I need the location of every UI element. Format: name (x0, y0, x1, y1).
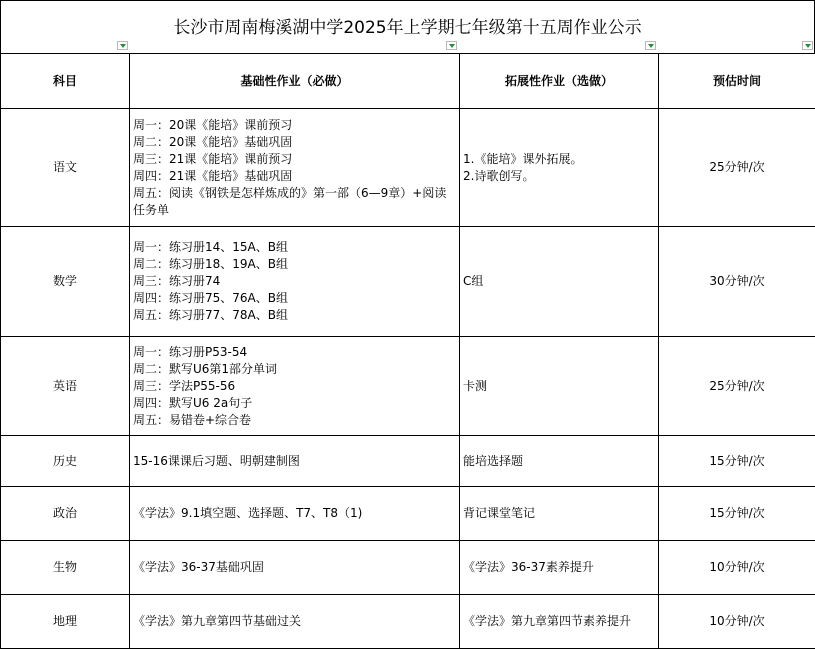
basic-homework-line: 周二：20课《能培》基础巩固 (133, 134, 457, 151)
basic-homework-cell (130, 487, 460, 541)
subject-cell: 英语 (1, 337, 130, 436)
basic-homework-line: 周二：默写U6第1部分单词 (133, 361, 457, 378)
extended-homework-line: 1.《能培》课外拓展。 (463, 151, 656, 168)
table-row (1, 337, 815, 436)
extended-homework-line: 2.诗歌创写。 (463, 168, 656, 185)
homework-table (0, 53, 815, 649)
extended-homework-cell (460, 541, 659, 595)
extended-homework-line: C组 (463, 273, 656, 290)
basic-homework-line: 周五：练习册77、78A、B组 (133, 307, 457, 324)
estimated-time-cell: 10分钟/次 (659, 595, 815, 649)
basic-homework-line: 15-16课课后习题、明朝建制图 (133, 453, 457, 470)
subject-cell: 地理 (1, 595, 130, 649)
header-time: 预估时间 (659, 54, 815, 109)
basic-homework-line: 《学法》36-37基础巩固 (133, 559, 457, 576)
header-extended: 拓展性作业（选做） (460, 54, 659, 109)
estimated-time-cell: 15分钟/次 (659, 436, 815, 487)
extended-homework-cell (460, 337, 659, 436)
estimated-time-cell: 10分钟/次 (659, 541, 815, 595)
extended-homework-line: 背记课堂笔记 (463, 505, 656, 522)
basic-homework-cell (130, 541, 460, 595)
table-row (1, 595, 815, 649)
subject-cell: 数学 (1, 227, 130, 337)
subject-cell: 历史 (1, 436, 130, 487)
basic-homework-line: 周四：练习册75、76A、B组 (133, 290, 457, 307)
table-row (1, 541, 815, 595)
subject-cell: 语文 (1, 109, 130, 227)
basic-homework-cell (130, 227, 460, 337)
basic-homework-line: 周四：21课《能培》基础巩固 (133, 168, 457, 185)
basic-homework-line: 周一：20课《能培》课前预习 (133, 117, 457, 134)
basic-homework-line: 周五：易错卷+综合卷 (133, 412, 457, 429)
page-title: 长沙市周南梅溪湖中学2025年上学期七年级第十五周作业公示 (1, 18, 814, 38)
table-row (1, 436, 815, 487)
table-row (1, 487, 815, 541)
basic-homework-cell (130, 436, 460, 487)
extended-homework-line: 能培选择题 (463, 453, 656, 470)
basic-homework-cell (130, 595, 460, 649)
title-row (0, 0, 815, 54)
extended-homework-cell (460, 436, 659, 487)
basic-homework-line: 周三：学法P55-56 (133, 378, 457, 395)
subject-cell: 政治 (1, 487, 130, 541)
extended-homework-line: 卡测 (463, 378, 656, 395)
basic-homework-cell (130, 337, 460, 436)
basic-homework-line: 周三：21课《能培》课前预习 (133, 151, 457, 168)
extended-homework-cell (460, 227, 659, 337)
estimated-time-cell: 25分钟/次 (659, 337, 815, 436)
extended-homework-line: 《学法》第九章第四节素养提升 (463, 613, 656, 630)
extended-homework-line: 《学法》36-37素养提升 (463, 559, 656, 576)
header-subject: 科目 (1, 54, 130, 109)
estimated-time-cell: 15分钟/次 (659, 487, 815, 541)
basic-homework-line: 周三：练习册74 (133, 273, 457, 290)
filter-dropdown-subject[interactable] (117, 41, 128, 50)
basic-homework-line: 周二：练习册18、19A、B组 (133, 256, 457, 273)
filter-dropdown-time[interactable] (802, 41, 813, 50)
basic-homework-line: 《学法》9.1填空题、选择题、T7、T8（1) (133, 505, 457, 522)
basic-homework-line: 周四：默写U6 2a句子 (133, 395, 457, 412)
header-basic: 基础性作业（必做） (130, 54, 460, 109)
basic-homework-line: 周五：阅读《钢铁是怎样炼成的》第一部（6—9章）+阅读任务单 (133, 185, 457, 219)
extended-homework-cell (460, 487, 659, 541)
estimated-time-cell: 30分钟/次 (659, 227, 815, 337)
subject-cell: 生物 (1, 541, 130, 595)
estimated-time-cell: 25分钟/次 (659, 109, 815, 227)
basic-homework-line: 周一：练习册P53-54 (133, 344, 457, 361)
basic-homework-line: 《学法》第九章第四节基础过关 (133, 613, 457, 630)
extended-homework-cell (460, 109, 659, 227)
table-row (1, 109, 815, 227)
table-row (1, 227, 815, 337)
extended-homework-cell (460, 595, 659, 649)
basic-homework-cell (130, 109, 460, 227)
filter-dropdown-basic[interactable] (446, 41, 457, 50)
filter-dropdown-extended[interactable] (645, 41, 656, 50)
basic-homework-line: 周一：练习册14、15A、B组 (133, 239, 457, 256)
header-row (1, 54, 815, 109)
